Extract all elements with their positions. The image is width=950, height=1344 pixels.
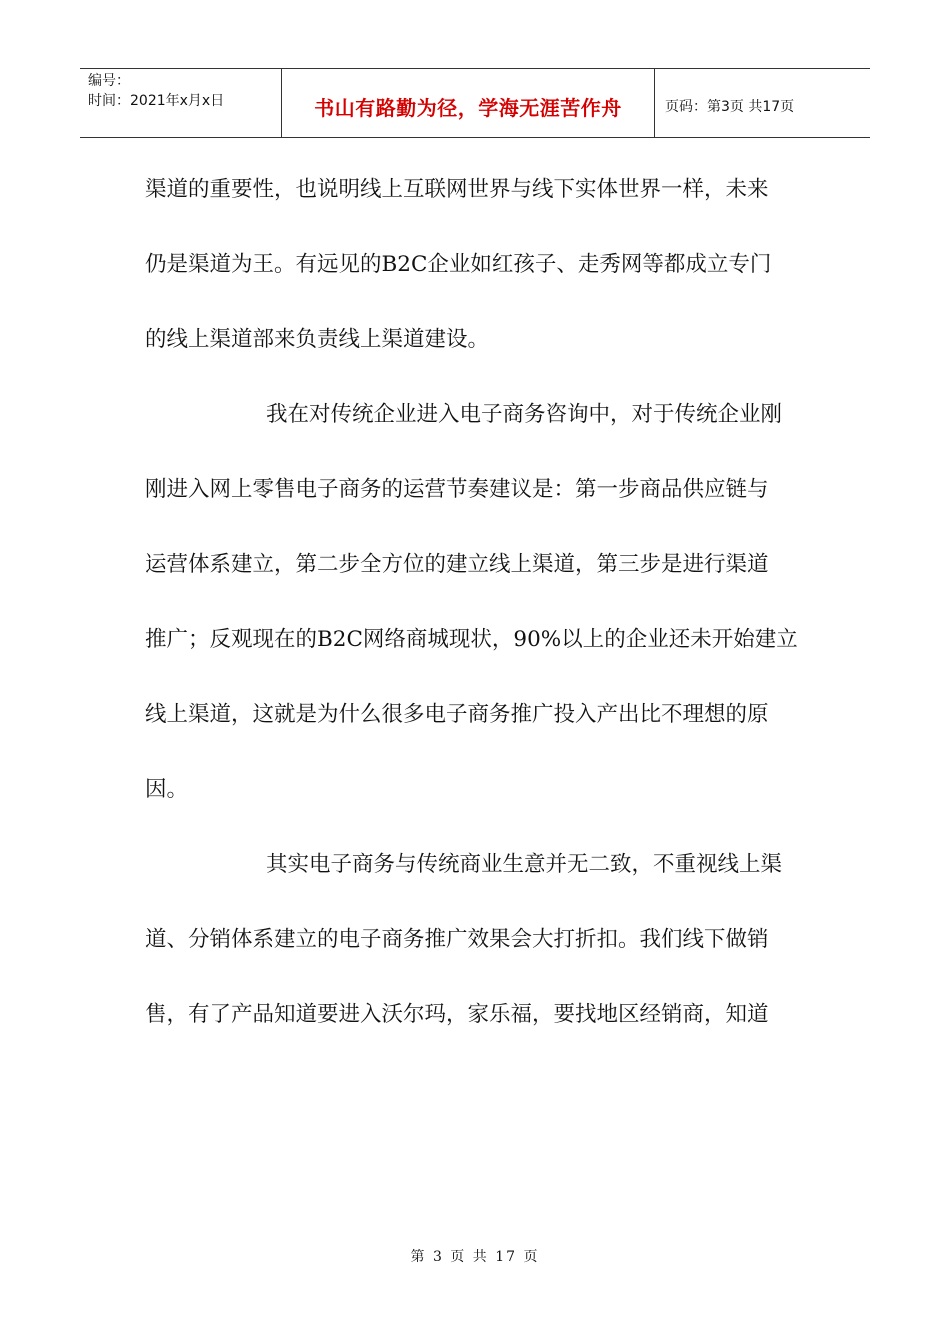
text-line: 刚进入网上零售电子商务的运营节奏建议是：第一步商品供应链与 [145, 477, 769, 502]
page-header [80, 68, 870, 138]
text-line: 道、分销体系建立的电子商务推广效果会大打折扣。我们线下做销 [145, 927, 769, 952]
text-line: 推广；反观现在的B2C网络商城现状，90%以上的企业还未开始建立 [145, 627, 798, 652]
page-footer [0, 1246, 950, 1266]
page-code-text: 页码：第3页 共17页 [665, 99, 795, 115]
header-motto-cell [282, 69, 655, 137]
number-label: 编号： [88, 73, 130, 89]
text-line: 仍是渠道为王。有远见的B2C企业如红孩子、走秀网等都成立专门 [145, 252, 772, 277]
document-body [145, 152, 807, 1052]
text-line: 因。 [145, 777, 189, 802]
paragraph [145, 152, 807, 377]
text-line: 其实电子商务与传统商业生意并无二致，不重视线上渠 [266, 852, 783, 877]
footer-page-number: 第 3 页 共 17 页 [410, 1249, 540, 1265]
text-line: 线上渠道，这就是为什么很多电子商务推广投入产出比不理想的原 [145, 702, 769, 727]
header-meta [80, 69, 282, 137]
time-label: 时间：2021年x月x日 [88, 93, 225, 109]
header-page-code [655, 69, 870, 137]
motto-text: 书山有路勤为径，学海无涯苦作舟 [314, 95, 622, 120]
text-line: 我在对传统企业进入电子商务咨询中，对于传统企业刚 [266, 402, 783, 427]
text-line: 运营体系建立，第二步全方位的建立线上渠道，第三步是进行渠道 [145, 552, 769, 577]
text-line: 的线上渠道部来负责线上渠道建设。 [145, 327, 490, 352]
paragraph [145, 377, 807, 827]
paragraph [145, 827, 807, 1052]
text-line: 售，有了产品知道要进入沃尔玛，家乐福，要找地区经销商，知道 [145, 1002, 769, 1027]
text-line: 渠道的重要性，也说明线上互联网世界与线下实体世界一样，未来 [145, 177, 769, 202]
